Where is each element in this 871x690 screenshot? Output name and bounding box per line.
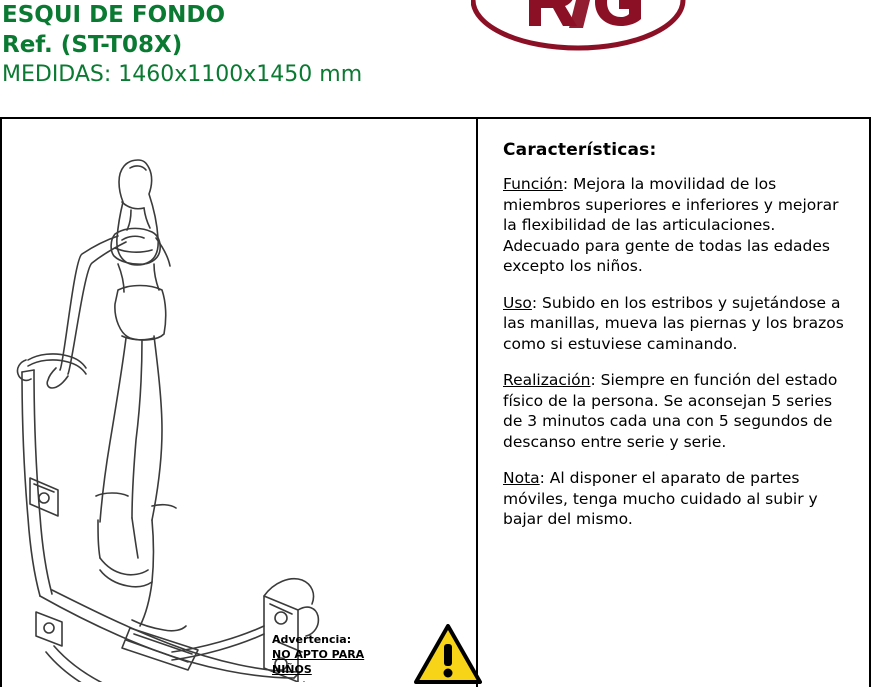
product-reference: Ref. (ST-T08X) [2, 32, 183, 58]
characteristic-paragraph [503, 293, 853, 355]
product-name: ESQUI DE FONDO [2, 2, 226, 28]
warning-block [272, 624, 472, 686]
characteristic-body: : Subido en los estribos y sujetándose a las manillas, mueva las piernas y los brazos como si estuviese caminando. [503, 293, 844, 353]
characteristic-body: : Al disponer el aparato de partes móviles, tenga mucho cuidado al subir y bajar del mismo. [503, 469, 818, 528]
product-title-block [2, 0, 362, 90]
warning-message: NO APTO PARA NIÑOS [272, 648, 365, 676]
characteristic-lead: Nota [503, 469, 540, 487]
characteristic-paragraph [503, 370, 853, 452]
characteristics-panel [503, 140, 853, 546]
characteristic-body: : Siempre en función del estado físico de la persona. Se aconsejan 5 series de 3 minutos cada una con 5 segundos de descanso entre serie y serie. [503, 371, 838, 451]
characteristic-paragraph [503, 174, 853, 277]
warning-label: Advertencia: [272, 633, 352, 646]
column-divider [476, 119, 478, 687]
characteristic-lead: Realización [503, 371, 591, 389]
characteristic-paragraph [503, 468, 853, 530]
characteristic-lead: Función [503, 175, 563, 193]
warning-text [272, 632, 407, 677]
company-logo [471, 0, 686, 66]
warning-triangle-icon [414, 624, 482, 686]
characteristics-heading: Características: [503, 140, 657, 160]
characteristic-lead: Uso [503, 293, 532, 312]
characteristic-body: : Mejora la movilidad de los miembros superiores e inferiores y mejorar la flexibilidad de las articulaciones. Adecuado para gente de todas las edades excepto los niños. [503, 175, 839, 275]
header-divider [0, 117, 871, 119]
product-measurements: MEDIDAS: 1460x1100x1450 mm [2, 62, 363, 87]
ski-machine-technical-drawing [2, 122, 476, 682]
document-header [0, 0, 871, 112]
